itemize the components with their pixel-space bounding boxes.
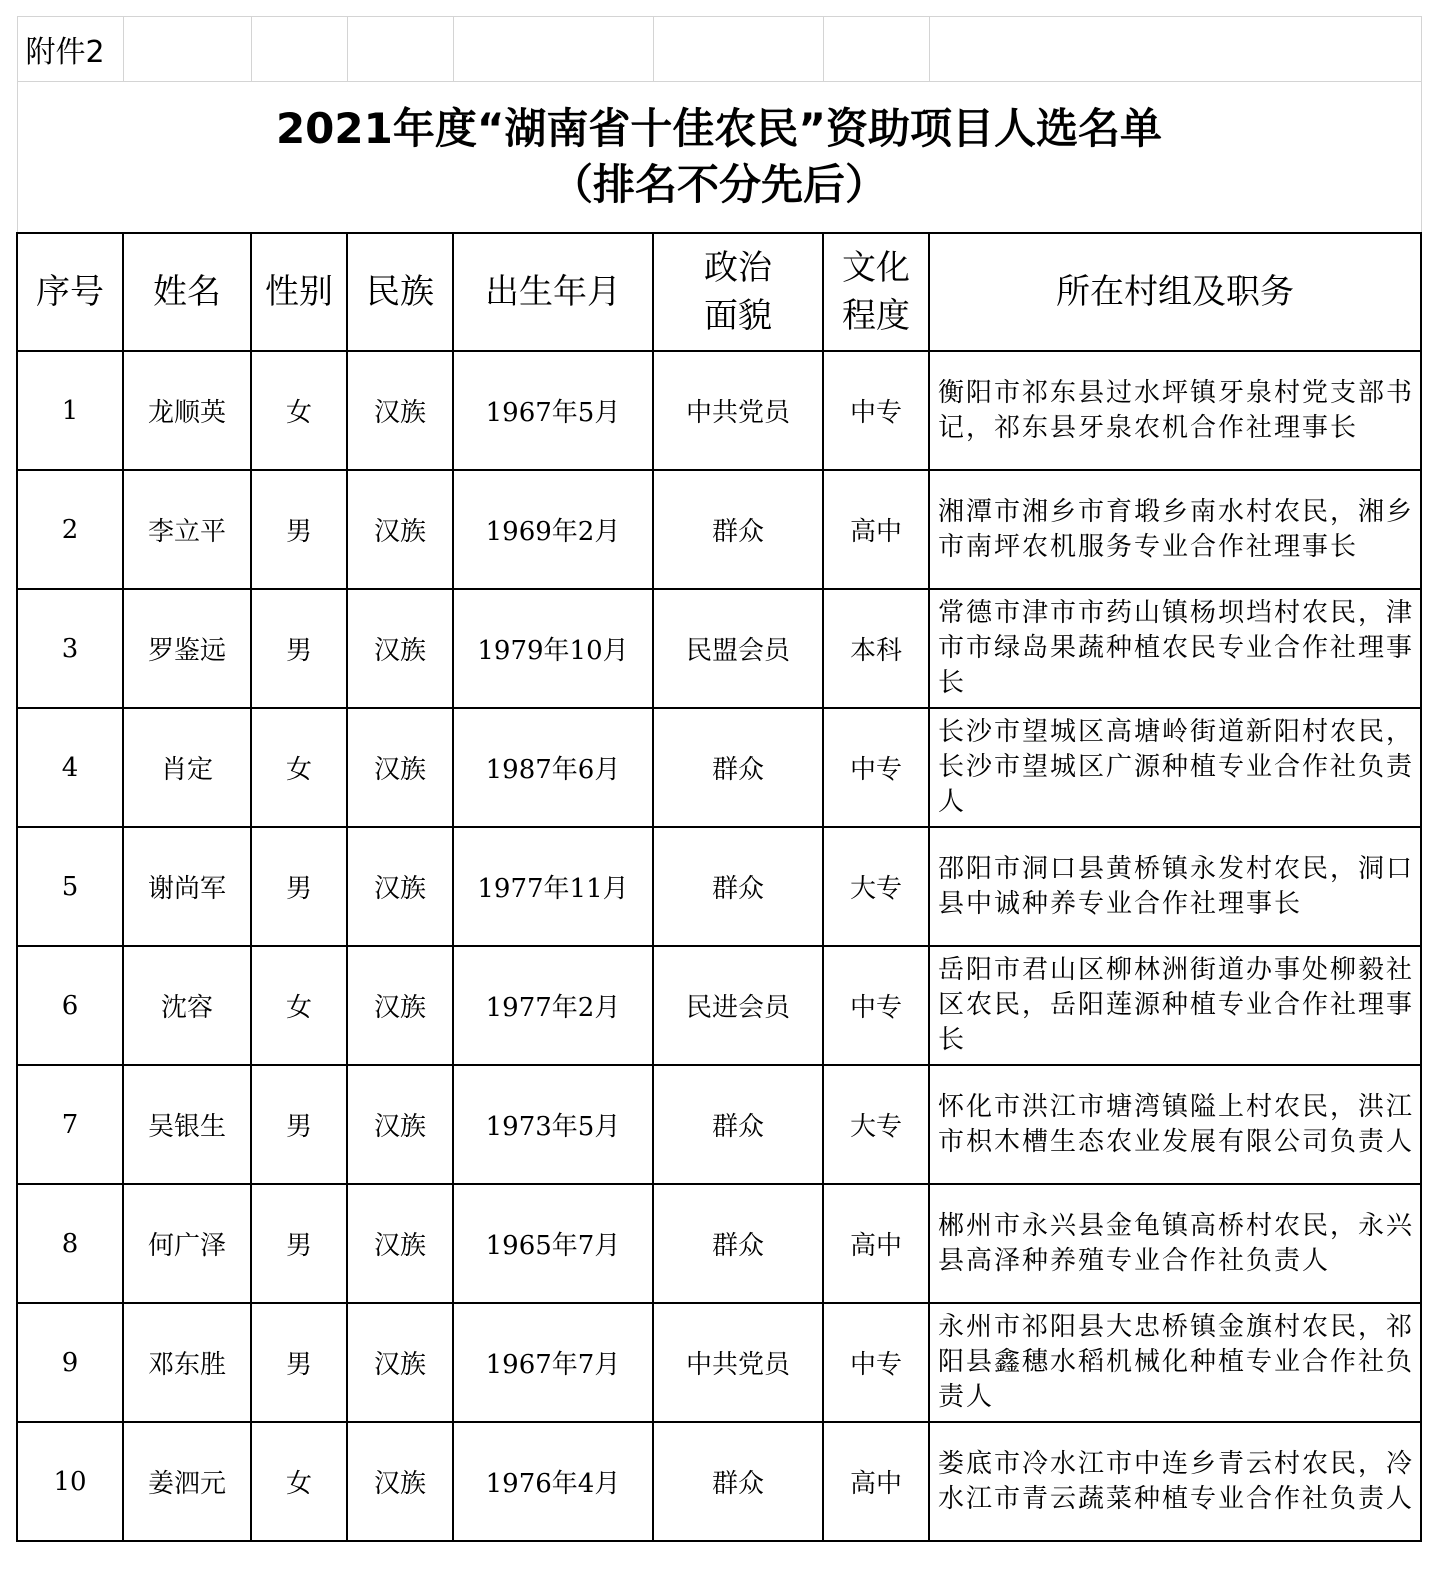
cell-name: 邓东胜 <box>123 1303 251 1422</box>
header-ethnicity: 民族 <box>347 233 453 351</box>
empty-cell <box>251 17 347 82</box>
title-row <box>17 82 1421 234</box>
cell-index: 7 <box>17 1065 123 1184</box>
cell-education: 中专 <box>823 351 929 470</box>
cell-index: 8 <box>17 1184 123 1303</box>
table-row <box>17 708 1421 827</box>
cell-political: 群众 <box>653 1065 823 1184</box>
cell-gender: 女 <box>251 351 347 470</box>
cell-duty: 郴州市永兴县金龟镇高桥村农民，永兴县高泽种养殖专业合作社负责人 <box>929 1184 1421 1303</box>
title-cell <box>17 82 1421 234</box>
header-gender: 性别 <box>251 233 347 351</box>
table-row <box>17 946 1421 1065</box>
cell-gender: 男 <box>251 827 347 946</box>
empty-cell <box>929 17 1421 82</box>
cell-gender: 男 <box>251 1303 347 1422</box>
cell-duty: 怀化市洪江市塘湾镇隘上村农民，洪江市枳木槽生态农业发展有限公司负责人 <box>929 1065 1421 1184</box>
cell-ethnicity: 汉族 <box>347 946 453 1065</box>
cell-education: 中专 <box>823 1303 929 1422</box>
cell-political: 群众 <box>653 470 823 589</box>
cell-political: 民盟会员 <box>653 589 823 708</box>
cell-political: 群众 <box>653 1184 823 1303</box>
header-political-label: 政治面貌 <box>704 248 772 336</box>
cell-ethnicity: 汉族 <box>347 589 453 708</box>
cell-name: 罗鉴远 <box>123 589 251 708</box>
cell-gender: 男 <box>251 470 347 589</box>
cell-index: 9 <box>17 1303 123 1422</box>
empty-cell <box>347 17 453 82</box>
cell-birth: 1977年2月 <box>453 946 653 1065</box>
table-row <box>17 589 1421 708</box>
cell-birth: 1987年6月 <box>453 708 653 827</box>
header-index: 序号 <box>17 233 123 351</box>
cell-education: 高中 <box>823 1422 929 1541</box>
cell-name: 李立平 <box>123 470 251 589</box>
cell-name: 龙顺英 <box>123 351 251 470</box>
cell-duty: 邵阳市洞口县黄桥镇永发村农民，洞口县中诚种养专业合作社理事长 <box>929 827 1421 946</box>
header-name: 姓名 <box>123 233 251 351</box>
table-row <box>17 1422 1421 1541</box>
attachment-row <box>17 17 1421 82</box>
cell-ethnicity: 汉族 <box>347 470 453 589</box>
cell-gender: 女 <box>251 708 347 827</box>
cell-duty: 娄底市冷水江市中连乡青云村农民，冷水江市青云蔬菜种植专业合作社负责人 <box>929 1422 1421 1541</box>
cell-index: 1 <box>17 351 123 470</box>
table-row <box>17 827 1421 946</box>
cell-education: 高中 <box>823 470 929 589</box>
cell-birth: 1979年10月 <box>453 589 653 708</box>
empty-cell <box>453 17 653 82</box>
attachment-label: 附件2 <box>17 17 123 82</box>
cell-name: 姜泗元 <box>123 1422 251 1541</box>
cell-education: 大专 <box>823 827 929 946</box>
header-row <box>17 233 1421 351</box>
header-education <box>823 233 929 351</box>
cell-duty: 衡阳市祁东县过水坪镇牙泉村党支部书记，祁东县牙泉农机合作社理事长 <box>929 351 1421 470</box>
cell-education: 本科 <box>823 589 929 708</box>
cell-birth: 1973年5月 <box>453 1065 653 1184</box>
cell-birth: 1967年5月 <box>453 351 653 470</box>
cell-ethnicity: 汉族 <box>347 1184 453 1303</box>
cell-duty: 岳阳市君山区柳林洲街道办事处柳毅社区农民，岳阳莲源种植专业合作社理事长 <box>929 946 1421 1065</box>
cell-political: 群众 <box>653 827 823 946</box>
cell-duty: 长沙市望城区高塘岭街道新阳村农民，长沙市望城区广源种植专业合作社负责人 <box>929 708 1421 827</box>
cell-birth: 1965年7月 <box>453 1184 653 1303</box>
cell-birth: 1969年2月 <box>453 470 653 589</box>
spreadsheet-sheet <box>16 16 1420 1542</box>
cell-index: 10 <box>17 1422 123 1541</box>
table-row <box>17 1065 1421 1184</box>
cell-birth: 1977年11月 <box>453 827 653 946</box>
document-title: 2021年度“湖南省十佳农民”资助项目人选名单 <box>275 104 1163 153</box>
cell-ethnicity: 汉族 <box>347 1422 453 1541</box>
cell-ethnicity: 汉族 <box>347 708 453 827</box>
table-row <box>17 351 1421 470</box>
cell-birth: 1967年7月 <box>453 1303 653 1422</box>
cell-gender: 女 <box>251 946 347 1065</box>
cell-name: 何广泽 <box>123 1184 251 1303</box>
roster-body <box>17 233 1421 1541</box>
cell-education: 高中 <box>823 1184 929 1303</box>
cell-ethnicity: 汉族 <box>347 1065 453 1184</box>
empty-cell <box>823 17 929 82</box>
cell-index: 3 <box>17 589 123 708</box>
cell-index: 4 <box>17 708 123 827</box>
table-row <box>17 1303 1421 1422</box>
cell-political: 中共党员 <box>653 1303 823 1422</box>
empty-cell <box>123 17 251 82</box>
header-duty: 所在村组及职务 <box>929 233 1421 351</box>
cell-name: 谢尚军 <box>123 827 251 946</box>
cell-index: 5 <box>17 827 123 946</box>
cell-political: 群众 <box>653 708 823 827</box>
cell-education: 中专 <box>823 946 929 1065</box>
cell-index: 2 <box>17 470 123 589</box>
table-row <box>17 470 1421 589</box>
cell-education: 大专 <box>823 1065 929 1184</box>
cell-gender: 男 <box>251 1065 347 1184</box>
cell-political: 群众 <box>653 1422 823 1541</box>
cell-index: 6 <box>17 946 123 1065</box>
cell-birth: 1976年4月 <box>453 1422 653 1541</box>
cell-ethnicity: 汉族 <box>347 351 453 470</box>
cell-duty: 湘潭市湘乡市育塅乡南水村农民，湘乡市南坪农机服务专业合作社理事长 <box>929 470 1421 589</box>
cell-gender: 男 <box>251 589 347 708</box>
cell-gender: 男 <box>251 1184 347 1303</box>
table-row <box>17 1184 1421 1303</box>
roster-table <box>16 16 1422 1542</box>
cell-name: 肖定 <box>123 708 251 827</box>
document-subtitle: （排名不分先后） <box>550 160 887 209</box>
cell-duty: 常德市津市市药山镇杨坝垱村农民，津市市绿岛果蔬种植农民专业合作社理事长 <box>929 589 1421 708</box>
cell-political: 民进会员 <box>653 946 823 1065</box>
cell-education: 中专 <box>823 708 929 827</box>
cell-gender: 女 <box>251 1422 347 1541</box>
cell-duty: 永州市祁阳县大忠桥镇金旗村农民，祁阳县鑫穗水稻机械化种植专业合作社负责人 <box>929 1303 1421 1422</box>
cell-name: 吴银生 <box>123 1065 251 1184</box>
cell-name: 沈容 <box>123 946 251 1065</box>
header-political <box>653 233 823 351</box>
cell-ethnicity: 汉族 <box>347 827 453 946</box>
cell-ethnicity: 汉族 <box>347 1303 453 1422</box>
cell-political: 中共党员 <box>653 351 823 470</box>
header-education-label: 文化程度 <box>842 248 910 336</box>
header-birth: 出生年月 <box>453 233 653 351</box>
empty-cell <box>653 17 823 82</box>
